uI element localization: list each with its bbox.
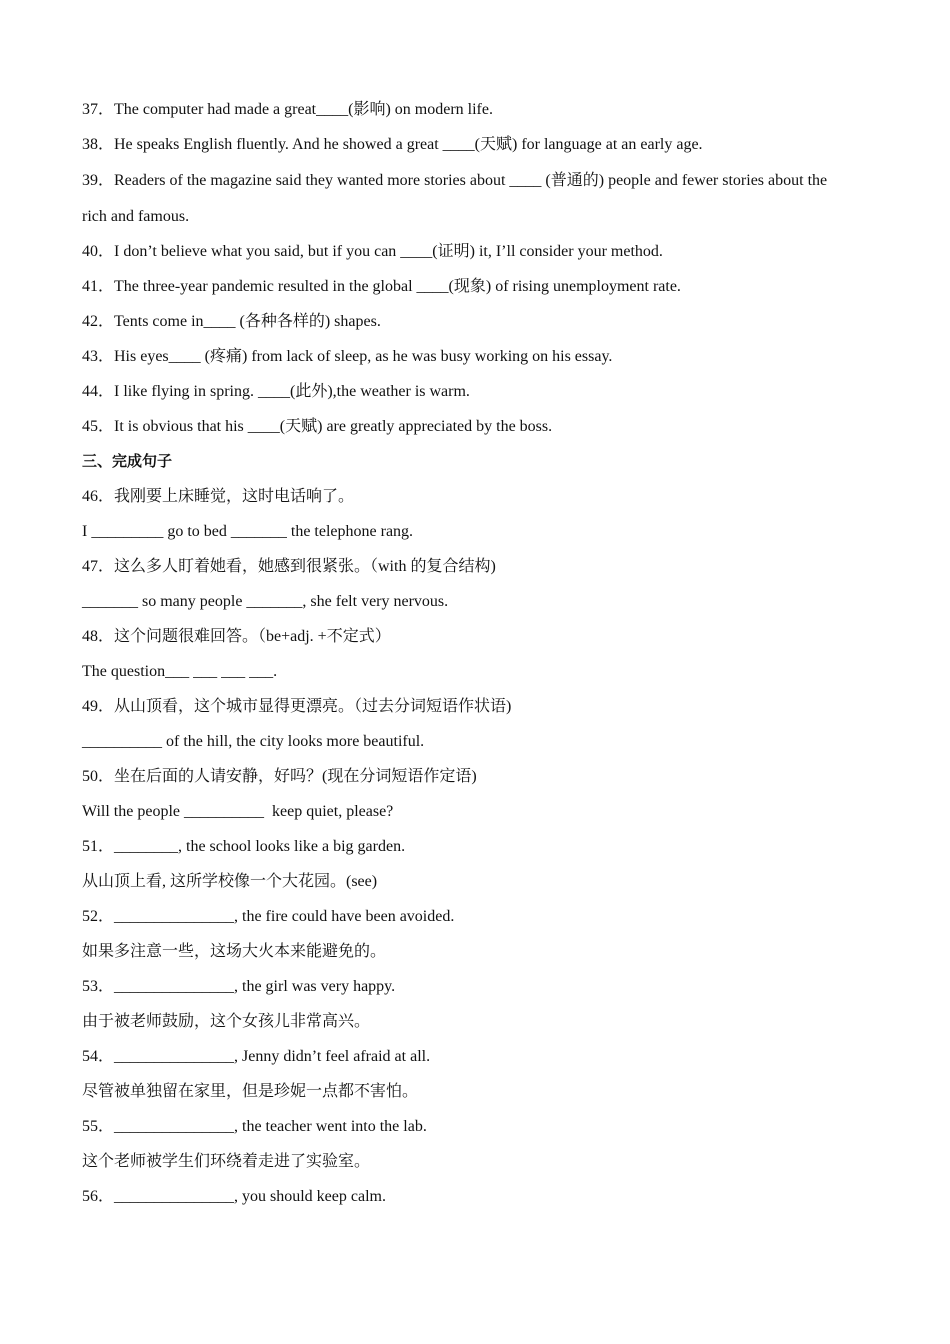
question-38: 38．He speaks English fluently. And he showed a great ____(天赋) for language at an early age. <box>82 136 703 153</box>
question-39-continued: rich and famous. <box>82 208 190 225</box>
question-48-sentence: The question___ ___ ___ ___. <box>82 663 278 680</box>
question-54-sentence: 54．_______________, Jenny didn’t feel afraid at all. <box>82 1048 431 1065</box>
question-44: 44．I like flying in spring. ____(此外),the weather is warm. <box>82 383 470 400</box>
section-2-list <box>82 92 882 444</box>
worksheet-page <box>82 92 882 1214</box>
question-39: 39．Readers of the magazine said they wanted more stories about ____ (普通的) people and fewer stories about the <box>82 172 828 189</box>
question-47-sentence: _______ so many people _______, she felt very nervous. <box>82 593 449 610</box>
question-42: 42．Tents come in____ (各种各样的) shapes. <box>82 313 381 330</box>
question-48-prompt: 48．这个问题很难回答。（be+adj. +不定式） <box>82 628 391 645</box>
question-47-prompt: 47．这么多人盯着她看，她感到很紧张。（with 的复合结构) <box>82 558 496 575</box>
section-3-heading: 三、完成句子 <box>82 452 173 470</box>
question-50-sentence: Will the people __________ keep quiet, please? <box>82 803 394 820</box>
question-55-sentence: 55．_______________, the teacher went into the lab. <box>82 1118 427 1135</box>
question-51-translation: 从山顶上看, 这所学校像一个大花园。(see) <box>82 873 378 890</box>
section-3-list <box>82 479 882 1214</box>
question-49-prompt: 49．从山顶看，这个城市显得更漂亮。（过去分词短语作状语) <box>82 698 512 715</box>
question-41: 41．The three-year pandemic resulted in the global ____(现象) of rising unemployment rate. <box>82 278 681 295</box>
question-50-prompt: 50．坐在后面的人请安静，好吗？(现在分词短语作定语) <box>82 768 477 785</box>
question-52-sentence: 52．_______________, the fire could have been avoided. <box>82 908 455 925</box>
question-51-sentence: 51．________, the school looks like a big garden. <box>82 838 406 855</box>
question-37: 37．The computer had made a great____(影响) on modern life. <box>82 101 493 118</box>
question-54-translation: 尽管被单独留在家里，但是珍妮一点都不害怕。 <box>82 1083 419 1100</box>
question-55-translation: 这个老师被学生们环绕着走进了实验室。 <box>82 1153 371 1170</box>
question-49-sentence: __________ of the hill, the city looks more beautiful. <box>82 733 425 750</box>
question-53-translation: 由于被老师鼓励，这个女孩儿非常高兴。 <box>82 1013 371 1030</box>
question-52-translation: 如果多注意一些，这场大火本来能避免的。 <box>82 943 387 960</box>
question-56-sentence: 56．_______________, you should keep calm. <box>82 1188 386 1205</box>
question-45: 45．It is obvious that his ____(天赋) are greatly appreciated by the boss. <box>82 418 553 435</box>
question-53-sentence: 53．_______________, the girl was very happy. <box>82 978 396 995</box>
question-40: 40．I don’t believe what you said, but if you can ____(证明) it, I’ll consider your method. <box>82 243 663 260</box>
question-46-sentence: I _________ go to bed _______ the telephone rang. <box>82 523 414 540</box>
question-46-prompt: 46．我刚要上床睡觉，这时电话响了。 <box>82 488 355 505</box>
question-43: 43．His eyes____ (疼痛) from lack of sleep, as he was busy working on his essay. <box>82 348 613 365</box>
